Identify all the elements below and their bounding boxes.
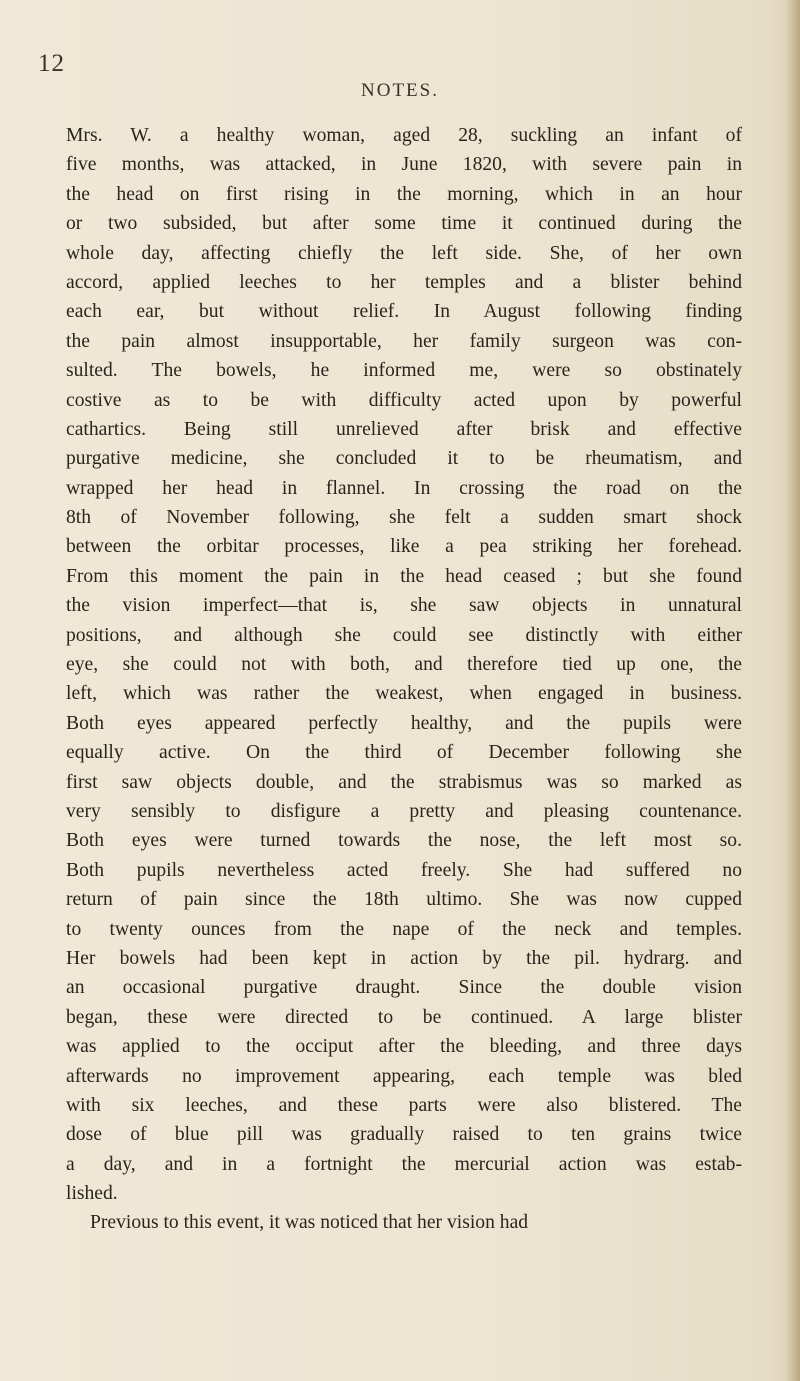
text-line: the head on first rising in the morning, which in an hour	[66, 183, 742, 205]
text-line: whole day, affecting chiefly the left side. She, of her own	[66, 242, 742, 264]
text-line: afterwards no improvement appearing, each temple was bled	[66, 1065, 742, 1087]
text-line: Her bowels had been kept in action by the pil. hydrarg. and	[66, 947, 742, 969]
text-line: an occasional purgative draught. Since the double vision	[66, 977, 742, 999]
text-line: purgative medicine, she concluded it to be rheumatism, and	[66, 448, 742, 470]
text-line: cathartics. Being still unrelieved after brisk and effective	[66, 418, 742, 440]
body-text	[66, 121, 742, 1238]
page-edge-shadow	[786, 0, 800, 1381]
page-number: 12	[38, 50, 65, 77]
text-line: eye, she could not with both, and therefore tied up one, the	[66, 654, 742, 676]
text-line: Mrs. W. a healthy woman, aged 28, suckling an infant of	[66, 125, 742, 146]
text-line: began, these were directed to be continued. A large blister	[66, 1006, 742, 1028]
text-line: to twenty ounces from the nape of the neck and temples.	[66, 918, 742, 940]
text-line: accord, applied leeches to her temples and a blister behind	[66, 271, 742, 293]
text-line: very sensibly to disfigure a pretty and pleasing countenance.	[66, 800, 742, 822]
text-line: wrapped her head in flannel. In crossing the road on the	[66, 477, 742, 499]
text-line: equally active. On the third of December following she	[66, 742, 742, 764]
text-line: return of pain since the 18th ultimo. She was now cupped	[66, 889, 742, 911]
text-line: Previous to this event, it was noticed that her vision had	[90, 1212, 529, 1234]
text-line: between the orbitar processes, like a pea striking her forehead.	[66, 536, 742, 558]
text-line: dose of blue pill was gradually raised to ten grains twice	[66, 1124, 742, 1146]
text-line: Both eyes appeared perfectly healthy, and the pupils were	[66, 712, 742, 734]
text-line: 8th of November following, she felt a sudden smart shock	[66, 507, 742, 529]
text-line: each ear, but without relief. In August following finding	[66, 301, 742, 323]
text-line: lished.	[66, 1183, 118, 1205]
text-line: was applied to the occiput after the bleeding, and three days	[66, 1036, 742, 1058]
text-line: the vision imperfect—that is, she saw objects in unnatural	[66, 595, 742, 617]
text-line: Both pupils nevertheless acted freely. She had suffered no	[66, 859, 742, 881]
text-line: sulted. The bowels, he informed me, were so obstinately	[66, 360, 742, 382]
text-line: with six leeches, and these parts were also blistered. The	[66, 1094, 742, 1116]
text-line: the pain almost insupportable, her family surgeon was con-	[66, 330, 742, 352]
running-head: NOTES.	[361, 80, 439, 101]
text-line: positions, and although she could see distinctly with either	[66, 624, 742, 646]
text-line: Both eyes were turned towards the nose, the left most so.	[66, 830, 742, 852]
text-line: a day, and in a fortnight the mercurial action was estab-	[66, 1153, 742, 1175]
text-line: costive as to be with difficulty acted upon by powerful	[66, 389, 742, 411]
text-line: From this moment the pain in the head ceased ; but she found	[66, 565, 742, 587]
text-line: left, which was rather the weakest, when engaged in business.	[66, 683, 742, 705]
text-line: or two subsided, but after some time it continued during the	[66, 213, 742, 235]
text-line: first saw objects double, and the strabismus was so marked as	[66, 771, 742, 793]
text-line: five months, was attacked, in June 1820, with severe pain in	[66, 154, 742, 176]
